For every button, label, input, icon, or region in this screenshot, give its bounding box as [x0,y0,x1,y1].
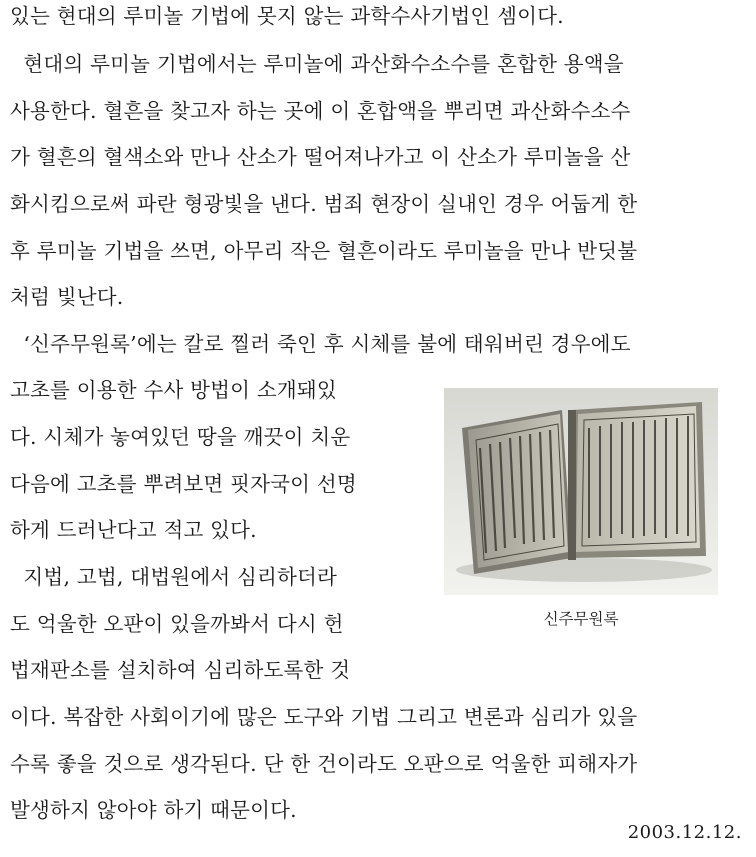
body-line-12: 하게 드러난다고 적고 있다. [10,518,257,542]
document-date: 2003.12.12. [627,822,742,843]
body-line-14: 도 억울한 오판이 있을까봐서 다시 헌 [10,612,344,636]
body-line-10: 다. 시체가 놓여있던 땅을 깨끗이 치운 [10,425,351,449]
body-line-5: 화시킴으로써 파란 형광빛을 낸다. 범죄 현장이 실내인 경우 어둡게 한 [10,192,638,216]
body-line-7: 처럼 빛난다. [10,285,124,309]
body-line-13: 지법, 고법, 대법원에서 심리하더라 [10,565,338,589]
body-line-18: 발생하지 않아야 하기 때문이다. [10,798,297,822]
body-line-4: 가 혈흔의 혈색소와 만나 산소가 떨어져나가고 이 산소가 루미놀을 산 [10,145,631,169]
body-line-11: 다음에 고초를 뿌려보면 핏자국이 선명 [10,472,357,496]
body-line-1: 있는 현대의 루미놀 기법에 못지 않는 과학수사기법인 셈이다. [10,4,564,28]
body-line-6: 후 루미놀 기법을 쓰면, 아무리 작은 혈흔이라도 루미놀을 만나 반딧불 [10,239,638,263]
body-line-17: 수록 좋을 것으로 생각된다. 단 한 건이라도 오판으로 억울한 피해자가 [10,752,638,776]
body-line-9: 고초를 이용한 수사 방법이 소개돼있 [10,378,337,402]
body-line-16: 이다. 복잡한 사회이기에 많은 도구와 기법 그리고 변론과 심리가 있을 [10,705,638,729]
figure-caption: 신주무원록 [543,610,619,628]
body-line-3: 사용한다. 혈흔을 찾고자 하는 곳에 이 혼합액을 뿌리면 과산화수소수 [10,99,631,123]
book-photo [444,388,718,595]
body-line-2: 현대의 루미놀 기법에서는 루미놀에 과산화수소수를 혼합한 용액을 [10,52,624,76]
body-line-8: ‘신주무원록’에는 칼로 찔러 죽인 후 시체를 불에 태워버린 경우에도 [10,332,631,356]
body-line-15: 법재판소를 설치하여 심리하도록한 것 [10,658,351,682]
